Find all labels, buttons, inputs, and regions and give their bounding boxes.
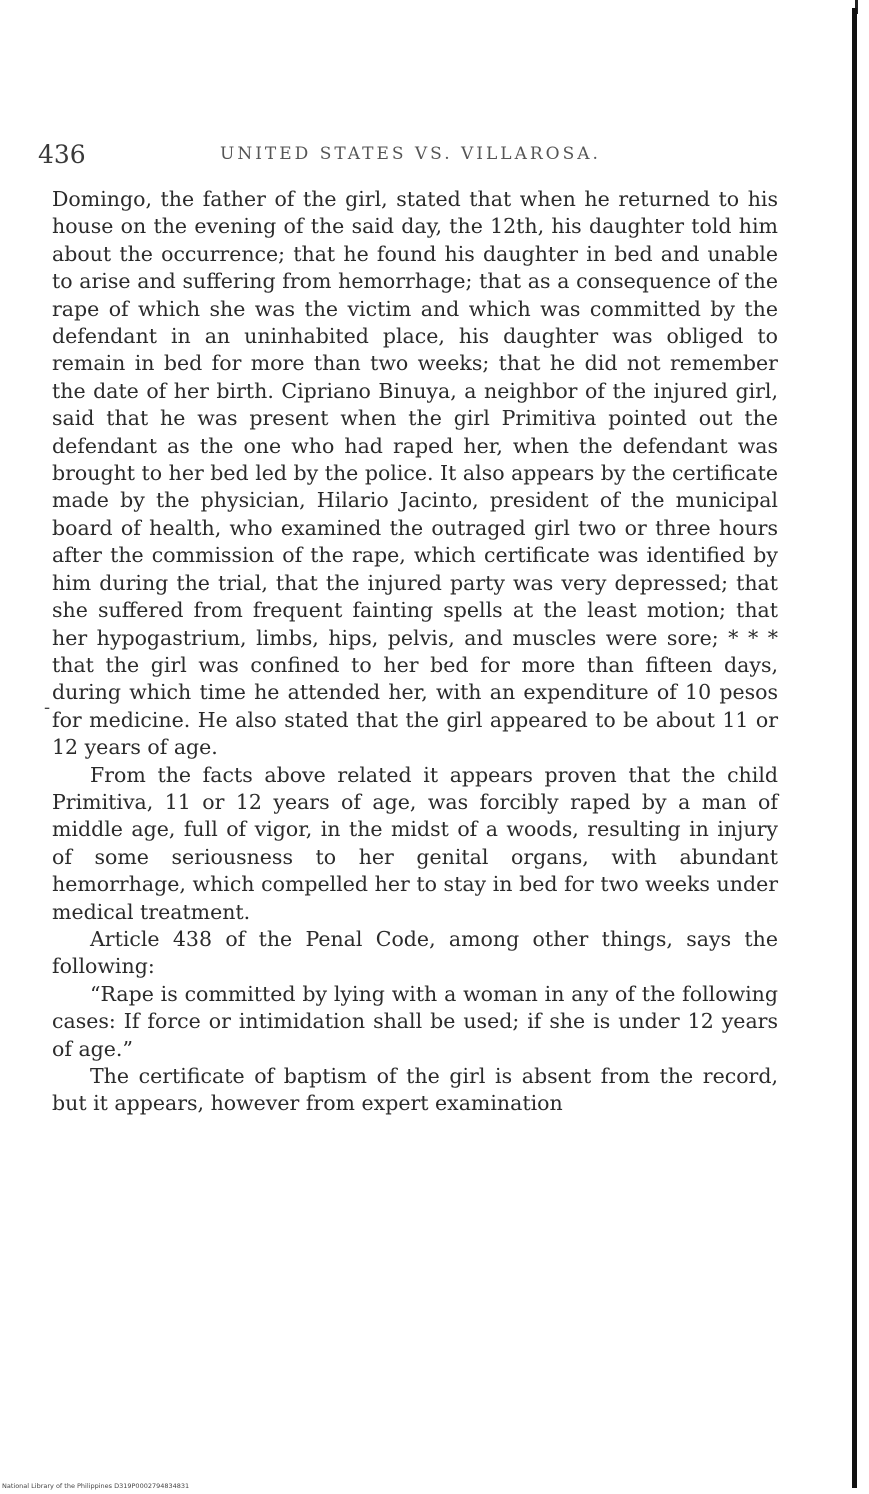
page-edge-line: [852, 8, 857, 1488]
page-number: 436: [38, 140, 86, 169]
margin-mark: -: [44, 697, 51, 718]
paragraph-baptism: The certificate of baptism of the girl is absent from the record, but it appears, however from expert examination: [52, 1064, 778, 1116]
paragraph-continued: Domingo, the father of the girl, stated that when he returned to his house on the evening of the said day, the 12th, his daughter told him about the occurrence; that he found his daughter in bed and unable to arise and suffering from hemorrhage; that as a consequence of the rape of which she was the victim and which was committed by the defendant in an uninhabited place, his daughter was obliged to remain in bed for more than two weeks; that he did not remember the date of her birth. Cipriano Binuya, a neighbor of the injured girl, said that he was present when the girl Primitiva pointed out the defendant as the one who had raped her, when the defendant was brought to her bed led by the police. It also appears by the certificate made by the physician, Hilario Jacinto, president of the municipal board of health, who examined the outraged girl two or three hours after the commission of the rape, which certificate was identified by him during the trial, that the injured party was very depressed; that she suffered from frequent fainting spells at the least motion; that her hypogastrium, limbs, hips, pelvis, and muscles were sore; * * * that the girl was confined to her bed for more than fifteen days, during which time he attended her, with an expenditure of 10 pesos for medicine. He also stated that the girl appeared to be about 11 or 12 years of age.: [52, 187, 778, 760]
paragraph-article-intro: Article 438 of the Penal Code, among other things, says the following:: [52, 926, 778, 979]
paragraph-findings: From the facts above related it appears proven that the child Primitiva, 11 or 12 years of age, was forcibly raped by a man of middle age, full of vigor, in the midst of a woods, resulting in injury of some seriousness to her genital organs, with abundant hemorrhage, which compelled her to stay in bed for two weeks under medical treatment.: [52, 762, 778, 924]
paragraph-quotation: “Rape is committed by lying with a woman in any of the following cases: If force or intimidation shall be used; if she is under 12 years of age.”: [52, 981, 778, 1061]
body-text: [52, 186, 778, 1118]
running-head: UNITED STATES VS. VILLAROSA.: [220, 144, 601, 164]
footer-credit: National Library of the Philippines D319P0002794834831: [2, 1482, 190, 1490]
page-header: [38, 140, 788, 180]
